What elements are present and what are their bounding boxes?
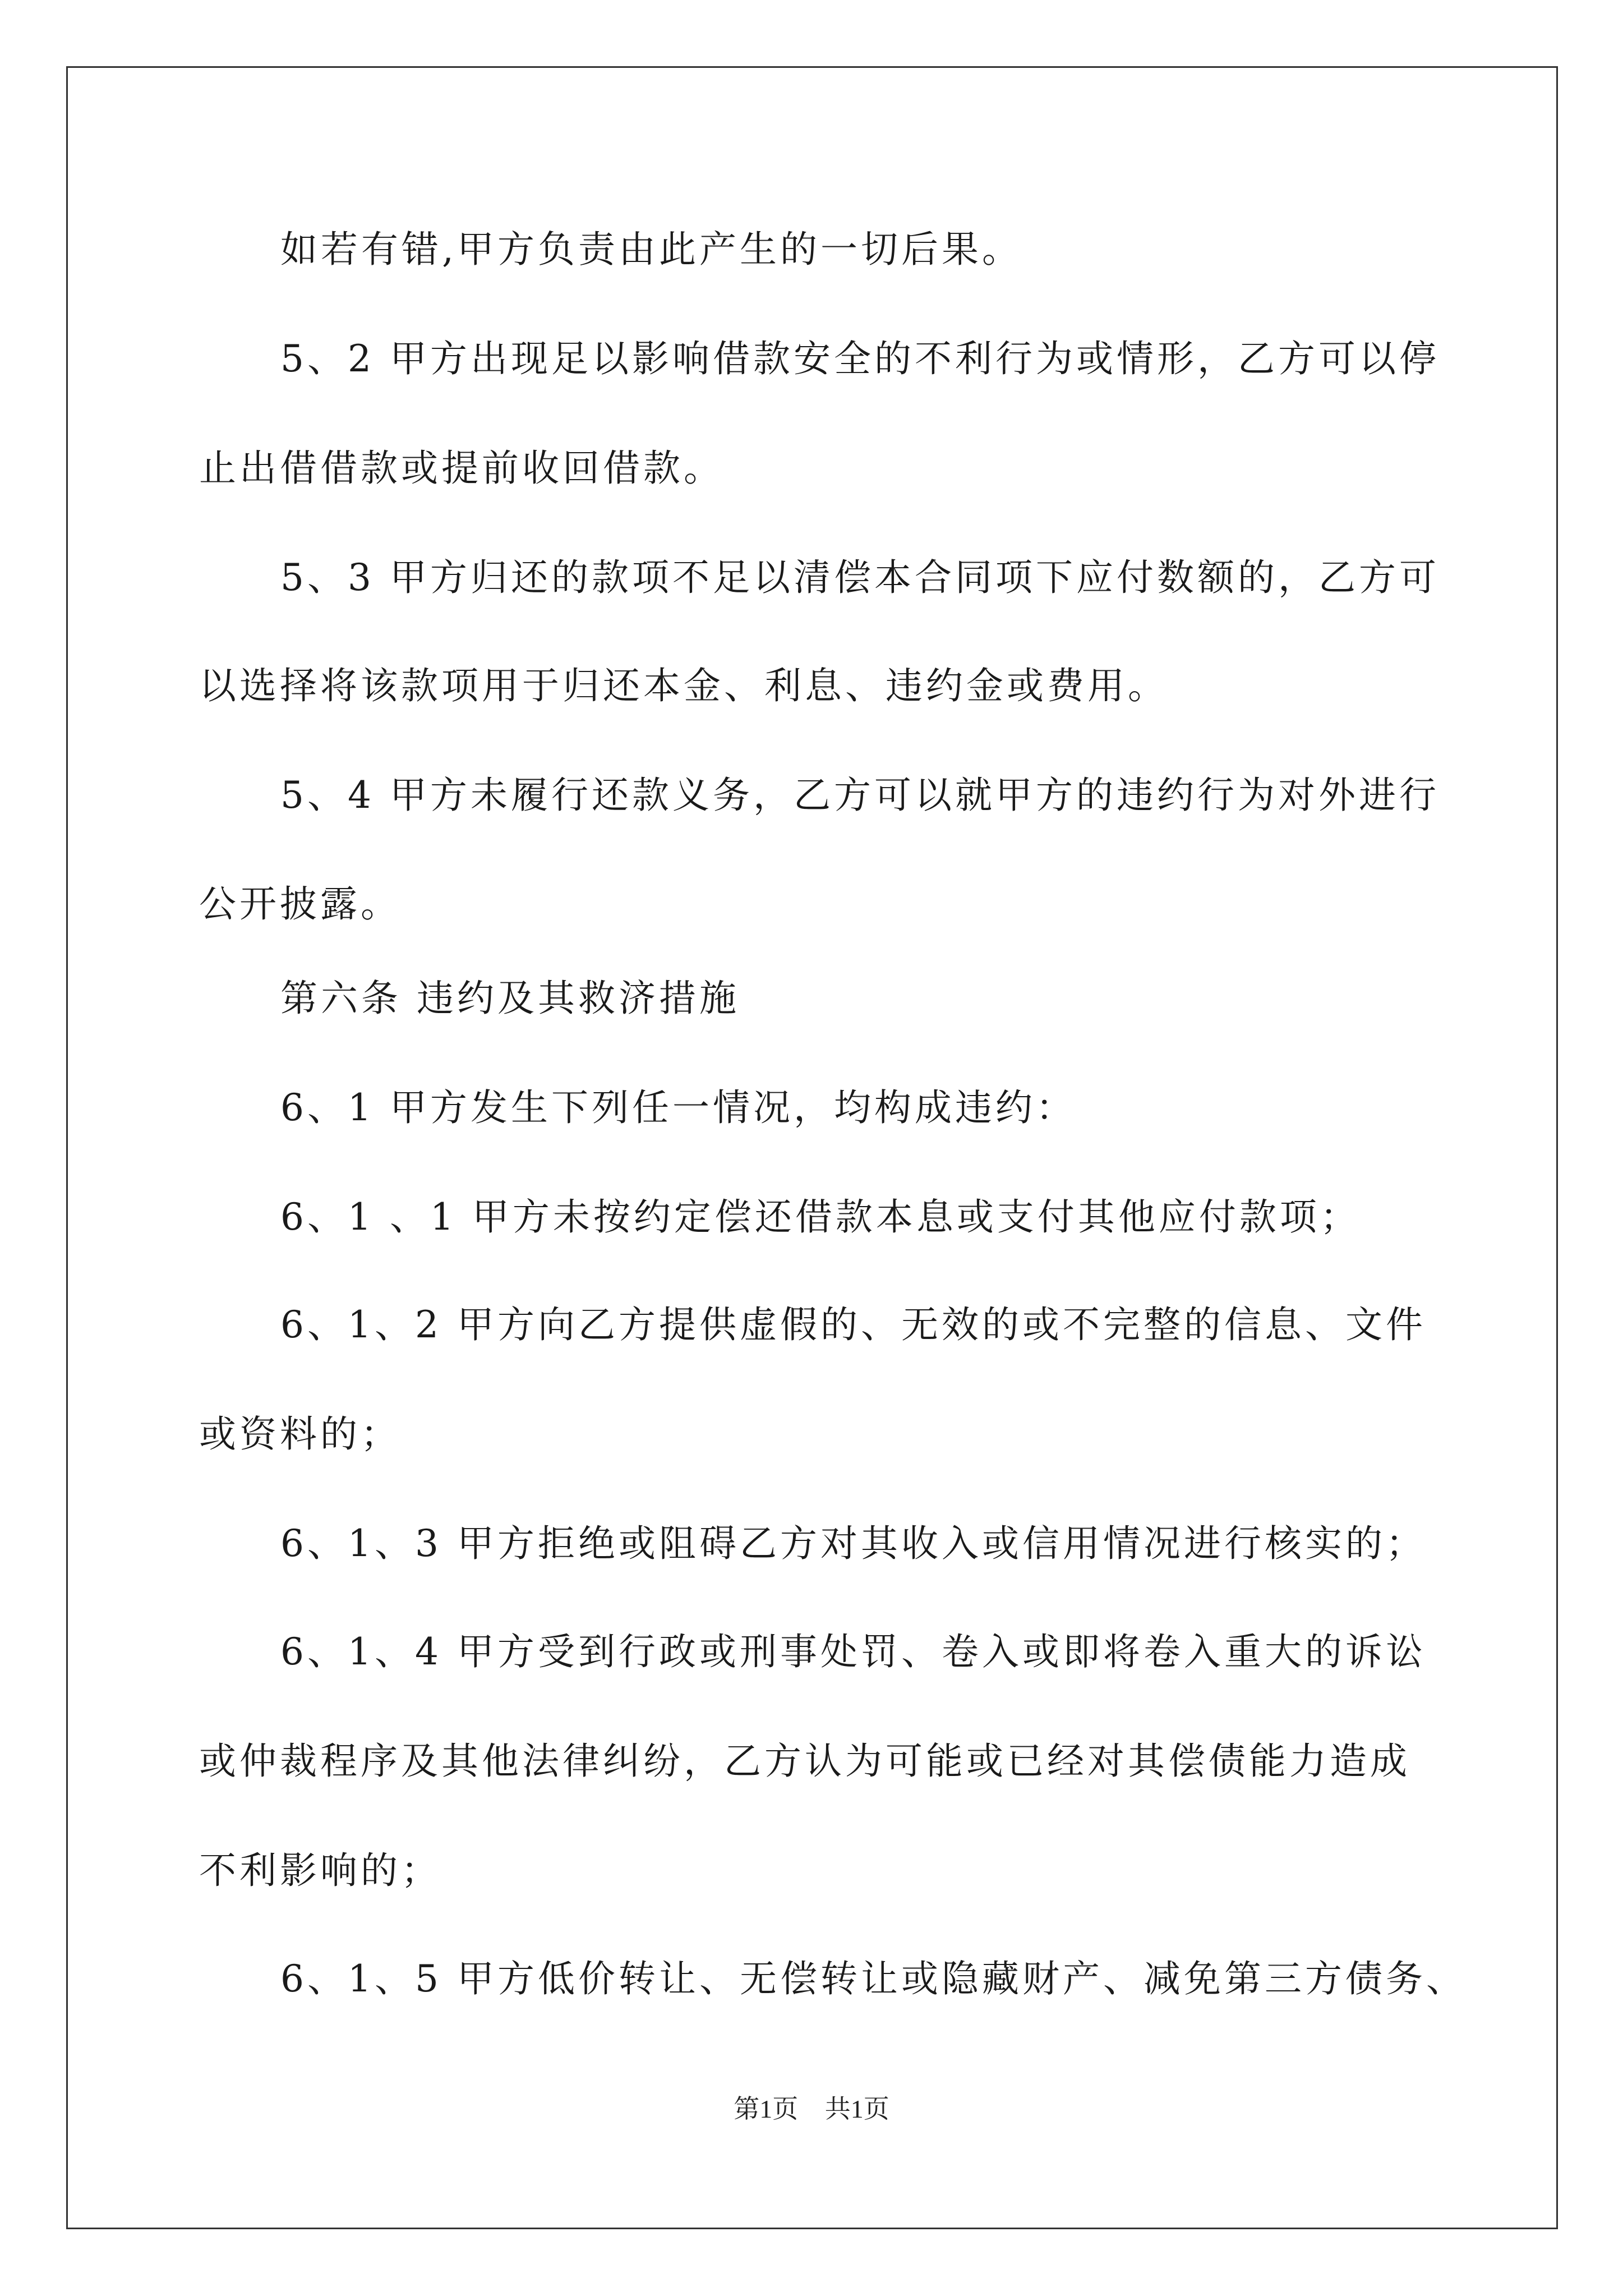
text-line: 5、4 甲方未履行还款义务，乙方可以就甲方的违约行为对外进行 [280, 774, 1440, 817]
text-line: 6、1、2 甲方向乙方提供虚假的、无效的或不完整的信息、文件 [280, 1303, 1426, 1346]
text-line: 5、3 甲方归还的款项不足以清偿本合同项下应付数额的，乙方可 [280, 556, 1440, 599]
text-line: 6、1 、1 甲方未按约定偿还借款本息或支付其他应付款项； [280, 1195, 1361, 1239]
text-line: 或资料的； [199, 1412, 401, 1456]
text-line: 止出借借款或提前收回借款。 [199, 447, 724, 490]
page-count: 共1页 [824, 2095, 889, 2123]
text-line: 不利影响的； [199, 1849, 441, 1892]
text-line: 6、1、5 甲方低价转让、无偿转让或隐藏财产、减免第三方债务、 [280, 1957, 1467, 2000]
text-line: 公开披露。 [199, 882, 401, 926]
page-footer [0, 2092, 1623, 2126]
page-border [66, 66, 1558, 2229]
text-line: 6、1、4 甲方受到行政或刑事处罚、卷入或即将卷入重大的诉讼 [280, 1630, 1426, 1673]
text-line: 5、2 甲方出现足以影响借款安全的不利行为或情形，乙方可以停 [280, 337, 1440, 380]
page-number: 第1页 [734, 2095, 799, 2123]
section-heading: 第六条 违约及其救济措施 [280, 977, 740, 1020]
text-line: 或仲裁程序及其他法律纠纷，乙方认为可能或已经对其偿债能力造成 [199, 1740, 1410, 1783]
text-line: 6、1、3 甲方拒绝或阻碍乙方对其收入或信用情况进行核实的； [280, 1522, 1426, 1565]
text-line: 如若有错,甲方负责由此产生的一切后果。 [280, 228, 1022, 271]
text-line: 以选择将该款项用于归还本金、利息、违约金或费用。 [199, 664, 1168, 707]
text-line: 6、1 甲方发生下列任一情况，均构成违约： [280, 1086, 1076, 1129]
